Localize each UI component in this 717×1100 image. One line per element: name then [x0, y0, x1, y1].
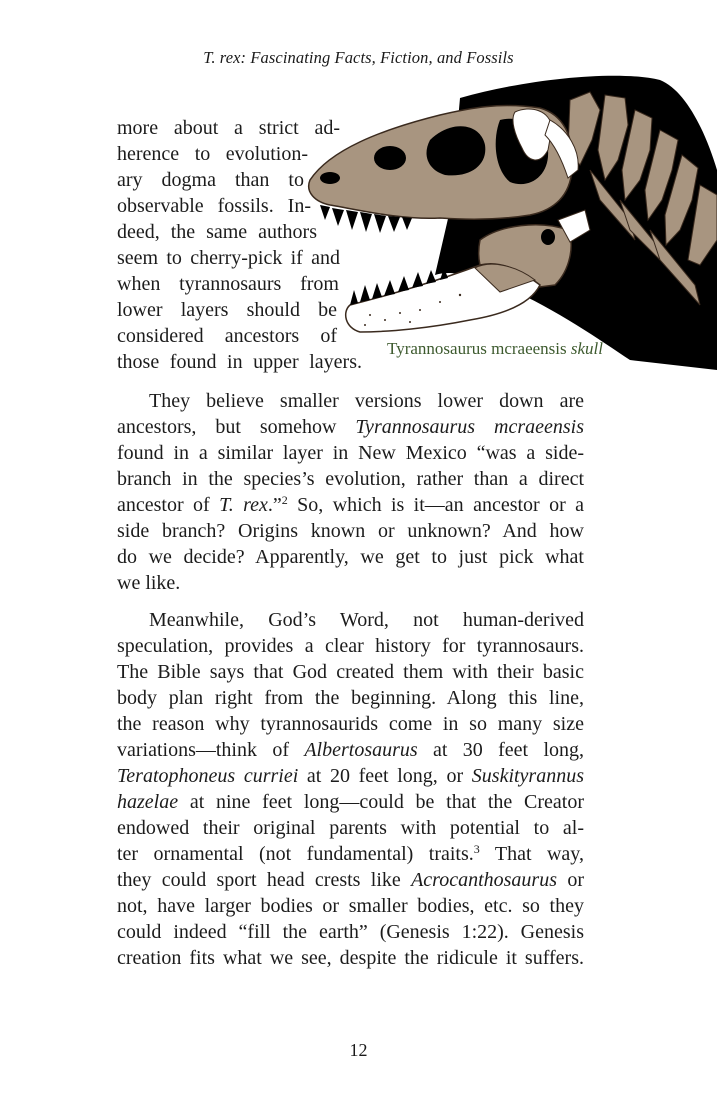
text-line: more about a strict ad- — [117, 117, 340, 139]
text-line — [117, 789, 584, 815]
text-line: the reason why tyrannosaurids come in so many size — [117, 713, 584, 735]
text-line: They believe smaller versions lower down are — [149, 390, 584, 412]
species-name: Albertosaurus — [304, 739, 418, 761]
text-run: .” — [267, 494, 282, 516]
text-line — [117, 867, 584, 893]
text-line: creation fits what we see, despite the ridicule it suffers. — [117, 947, 584, 969]
species-name: Suskityrannus — [471, 765, 584, 787]
text-line: observable fossils. In- — [117, 195, 311, 217]
text-line: when tyrannosaurs from — [117, 273, 339, 295]
tyrannosaurus-skull-icon — [300, 70, 717, 375]
text-run: or — [557, 869, 584, 891]
figure-caption — [387, 339, 603, 359]
text-line: branch in the species’s evolution, rather than a direct — [117, 468, 584, 490]
species-name: Acrocanthosaurus — [411, 869, 557, 891]
text-run: they could sport head crests like — [117, 869, 412, 891]
text-run: ter ornamental (not fundamental) traits. — [117, 843, 474, 865]
text-line — [117, 763, 584, 789]
text-line: considered ancestors of — [117, 325, 337, 347]
footnote-ref[interactable]: 2 — [281, 493, 288, 507]
body-text — [117, 388, 584, 982]
text-line: do we decide? Apparently, we get to just pick what — [117, 546, 584, 568]
footnote-ref[interactable]: 3 — [473, 842, 480, 856]
text-run: at 20 feet long, or — [298, 765, 472, 787]
text-line: lower layers should be — [117, 299, 337, 321]
text-line: side branch? Origins known or unknown? And how — [117, 520, 584, 542]
text-line: speculation, provides a clear history for tyrannosaurs. — [117, 635, 584, 657]
text-line — [117, 737, 584, 763]
skull-illustration — [300, 70, 717, 375]
text-line: The Bible says that God created them with their basic — [117, 661, 584, 683]
species-name: T. rex — [219, 494, 268, 516]
text-line: not, have larger bodies or smaller bodies, etc. so they — [117, 895, 584, 917]
paragraph-3 — [117, 607, 584, 971]
text-run: at nine feet long—could be that the Creator — [178, 791, 584, 813]
text-line: we like. — [117, 572, 181, 594]
wrapped-paragraph — [117, 115, 362, 375]
paragraph-2 — [117, 388, 584, 596]
text-line: ary dogma than to — [117, 169, 304, 191]
text-line: herence to evolution- — [117, 143, 308, 165]
text-line — [117, 841, 584, 867]
text-line: Meanwhile, God’s Word, not human-derived — [149, 609, 584, 631]
text-line — [117, 414, 584, 440]
text-line: deed, the same authors — [117, 221, 317, 243]
running-head: T. rex: Fascinating Facts, Fiction, and Fossils — [203, 48, 514, 67]
page-number: 12 — [349, 1040, 368, 1060]
species-name: Teratophoneus curriei — [117, 765, 299, 787]
species-name: Tyrannosaurus mcraeensis — [355, 416, 584, 438]
text-line: those found in upper layers. — [117, 351, 362, 373]
text-line — [117, 492, 584, 518]
text-line: found in a similar layer in New Mexico “was a side- — [117, 442, 584, 464]
text-run: ancestor of — [117, 494, 220, 516]
text-run: That way, — [479, 843, 584, 865]
text-run: So, which is it—an ancestor or a — [287, 494, 585, 516]
text-run: variations—think of — [117, 739, 305, 761]
text-line: could indeed “fill the earth” (Genesis 1:22). Genesis — [117, 921, 584, 943]
text-line: seem to cherry-pick if and — [117, 247, 340, 269]
caption-species: Tyrannosaurus mcraeensis — [387, 339, 567, 358]
caption-label: skull — [570, 339, 603, 358]
text-run: ancestors, but somehow — [117, 416, 356, 438]
text-line: body plan right from the beginning. Along this line, — [117, 687, 584, 709]
text-run: at 30 feet long, — [417, 739, 584, 761]
species-name: hazelae — [117, 791, 179, 813]
text-line: endowed their original parents with potential to al- — [117, 817, 584, 839]
